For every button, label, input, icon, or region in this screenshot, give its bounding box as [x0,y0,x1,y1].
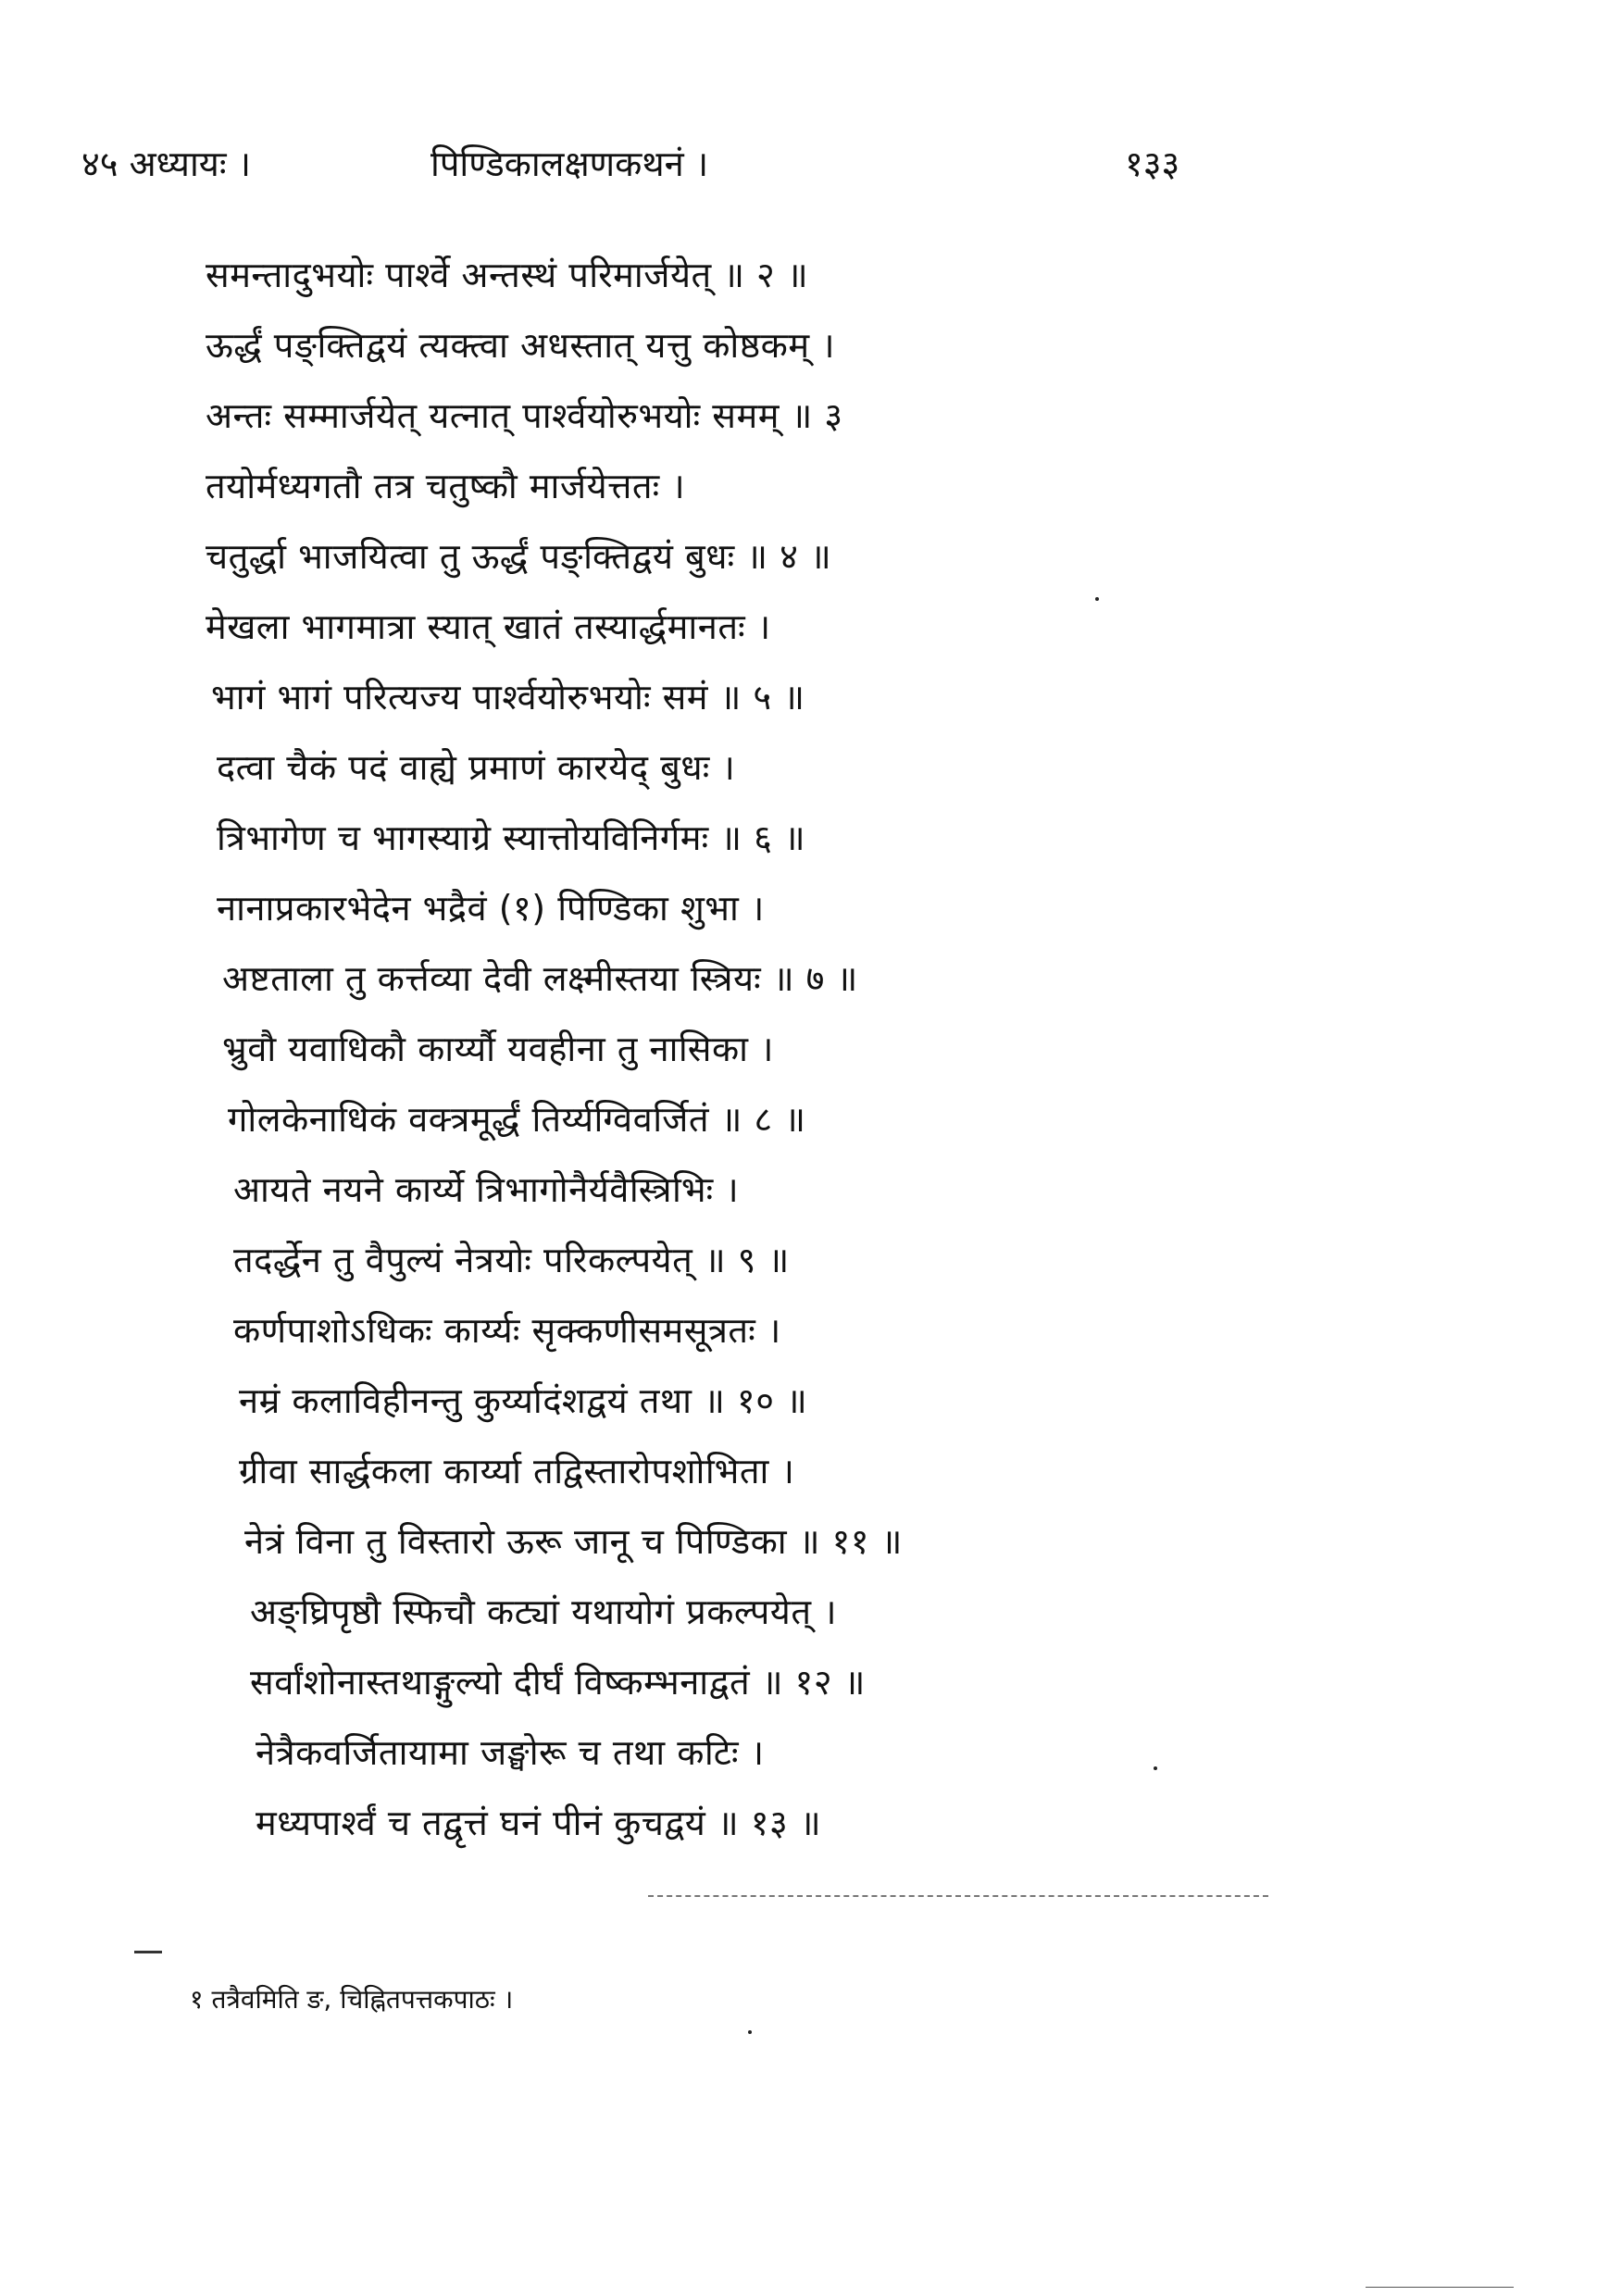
verse-line: ग्रीवा सार्द्धकला कार्य्या तद्विस्तारोपशोभिता । [239,1451,795,1491]
running-head [0,139,1622,194]
scan-speck [1095,597,1099,601]
verse-line: गोलकेनाधिकं वक्त्रमूर्द्धं तिर्य्यग्विवर्जितं ॥ ८ ॥ [228,1099,806,1140]
chapter-label: ४५ अध्यायः । [81,144,251,184]
verse-line: त्रिभागेण च भागस्याग्रे स्यात्तोयविनिर्गमः ॥ ६ ॥ [217,817,806,858]
footnote-rule-mark [134,1951,162,1953]
chapter-title: पिण्डिकालक्षणकथनं । [430,144,709,184]
verse-line: नम्रं कलाविहीनन्तु कुर्य्यादंशद्वयं तथा ॥ १० ॥ [239,1380,808,1421]
verse-line: तदर्द्धेन तु वैपुल्यं नेत्रयोः परिकल्पयेत् ॥ ९ ॥ [233,1240,790,1280]
verse-line: नेत्रैकवर्जितायामा जङ्घोरू च तथा कटिः । [256,1732,765,1773]
verse-line: अन्तः सम्मार्जयेत् यत्नात् पार्श्वयोरुभयोः समम् ॥ ३ [206,395,843,436]
verse-line: मध्यपार्श्वं च तद्वृत्तं घनं पीनं कुचद्वयं ॥ १३ ॥ [256,1803,822,1843]
page-number: १३३ [1125,144,1180,184]
footnote: १ तत्रैवमिति ङ, चिह्नितपत्तकपाठः । [190,1984,514,2015]
verse-line: कर्णपाशोऽधिकः कार्य्यः सृक्कणीसमसूत्रतः । [233,1310,781,1351]
verse-line: अङ्घ्रिपृष्ठौ स्फिचौ कट्यां यथायोगं प्रकल्पयेत् । [250,1591,837,1632]
scan-speck [748,2030,752,2034]
verse-line: दत्वा चैकं पदं वाह्ये प्रमाणं कारयेद् बुधः । [217,747,736,788]
verse-line: तयोर्मध्यगतौ तत्र चतुष्कौ मार्जयेत्ततः । [206,466,686,506]
scan-speck [1154,1766,1157,1770]
verse-line: भ्रुवौ यवाधिकौ कार्य्यौ यवहीना तु नासिका । [222,1029,774,1069]
footnote-rule [648,1895,1268,1897]
verse-line: नानाप्रकारभेदेन भद्रैवं (१) पिण्डिका शुभा । [217,888,765,929]
verse-line: अष्टताला तु कर्त्तव्या देवी लक्ष्मीस्तया स्त्रियः ॥ ७ ॥ [222,958,858,999]
verse-line: नेत्रं विना तु विस्तारो ऊरू जानू च पिण्डिका ॥ ११ ॥ [244,1521,903,1562]
verse-line: सर्वांशोनास्तथाङ्गुल्यो दीर्घं विष्कम्भनाद्वतं ॥ १२ ॥ [250,1662,866,1703]
bottom-rule [1366,2287,1514,2288]
verse-line: ऊर्द्धं पङ्क्तिद्वयं त्यक्त्वा अधस्तात् यत्तु कोष्ठकम् । [206,325,836,366]
verse-line: भागं भागं परित्यज्य पार्श्वयोरुभयोः समं ॥ ५ ॥ [211,677,805,718]
verse-line: चतुर्द्धा भाजयित्वा तु ऊर्द्धं पङ्क्तिद्वयं बुधः ॥ ४ ॥ [206,536,832,577]
verse-line: मेखला भागमात्रा स्यात् खातं तस्यार्द्धमानतः । [206,606,771,647]
verse-line: समन्तादुभयोः पार्श्वे अन्तस्थं परिमार्जयेत् ॥ २ ॥ [206,255,809,295]
verse-line: आयते नयने कार्य्ये त्रिभागोनैर्यवैस्त्रिभिः । [233,1169,740,1210]
